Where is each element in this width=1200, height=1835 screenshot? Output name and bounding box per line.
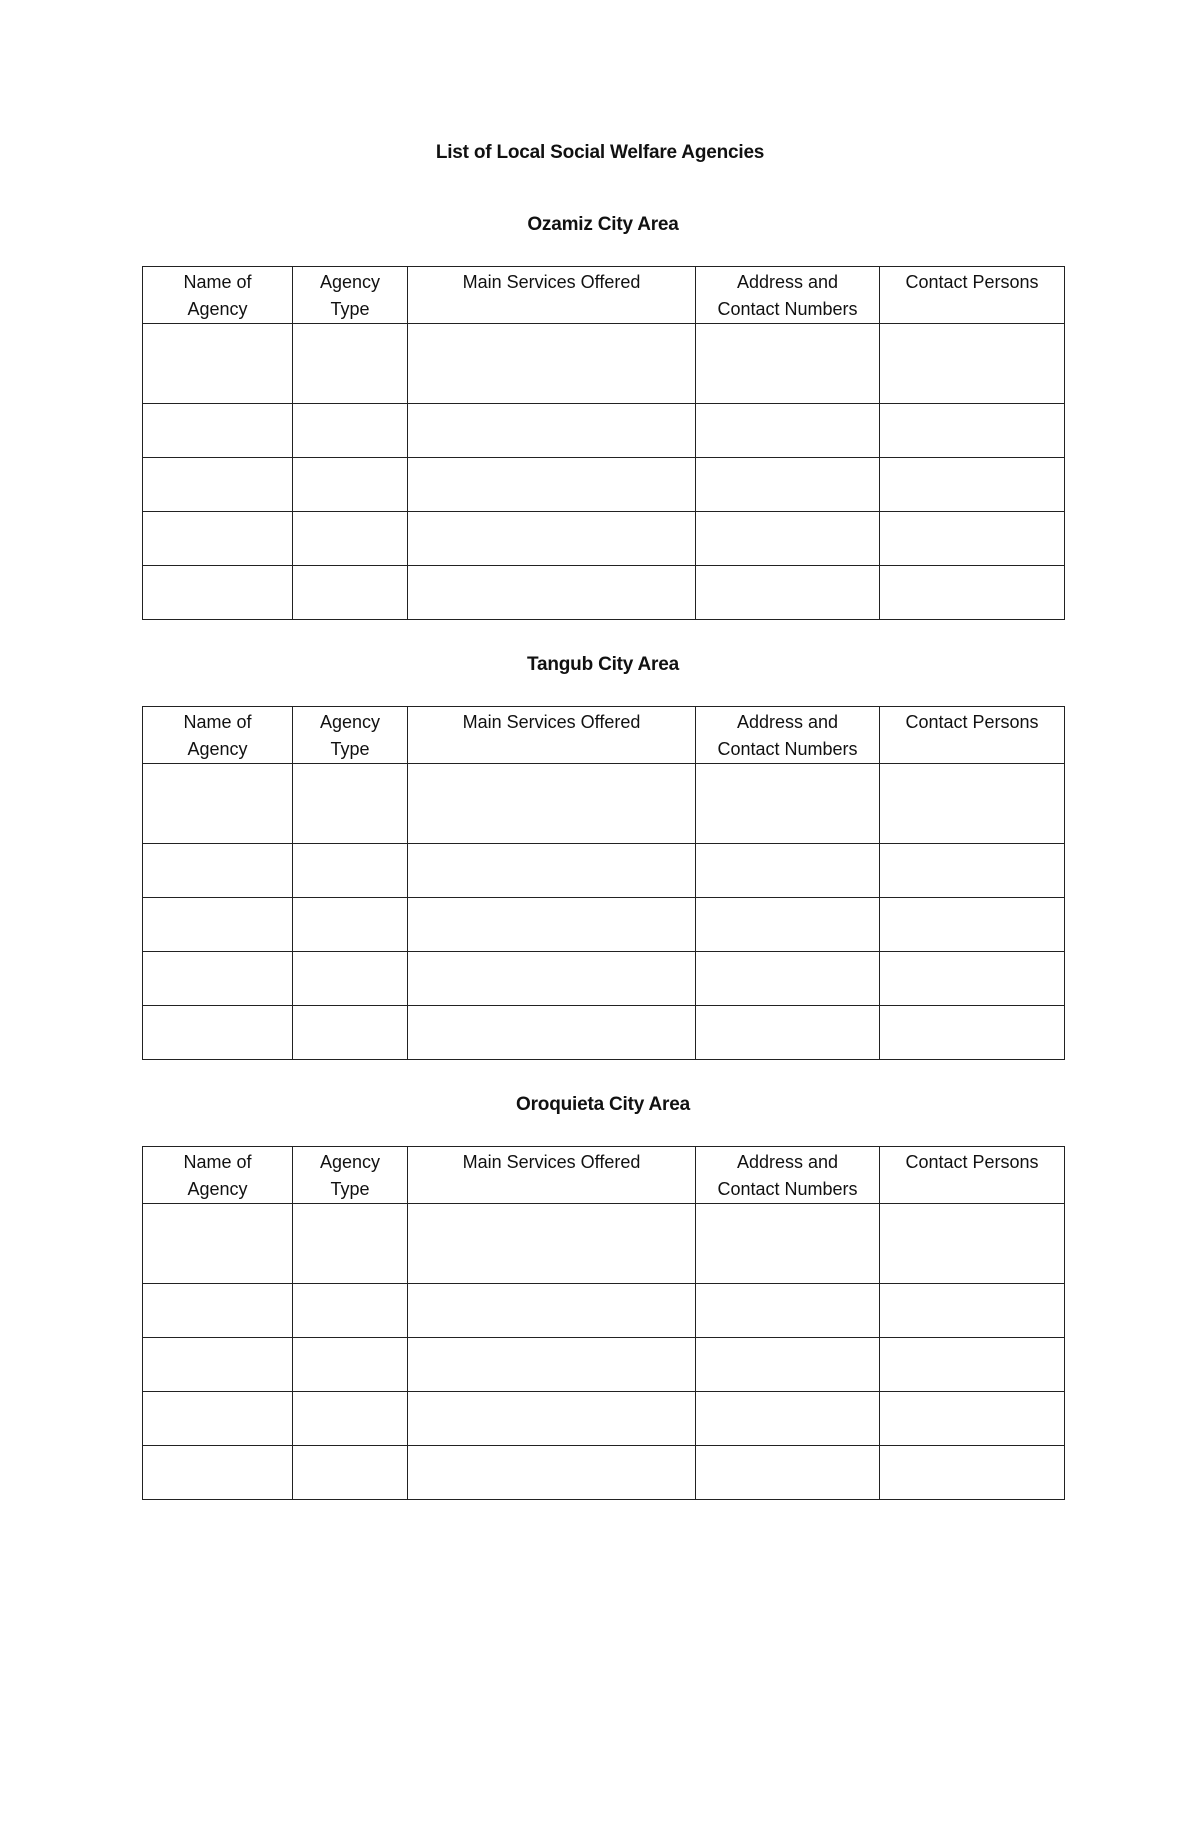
table-cell[interactable] [880, 458, 1065, 512]
page-title: List of Local Social Welfare Agencies [435, 142, 765, 163]
table-row [143, 404, 1065, 458]
table-cell[interactable] [408, 1338, 696, 1392]
table-cell[interactable] [696, 844, 880, 898]
table-cell[interactable] [696, 898, 880, 952]
table-cell[interactable] [408, 1204, 696, 1284]
table-cell[interactable] [880, 1446, 1065, 1500]
section-title: Oroquieta City Area [516, 1094, 690, 1115]
column-header-type: Agency Type [293, 267, 408, 324]
agency-table [142, 1146, 1065, 1500]
table-row [143, 458, 1065, 512]
column-header-type: Agency Type [293, 1147, 408, 1204]
table-cell[interactable] [293, 898, 408, 952]
table-cell[interactable] [143, 324, 293, 404]
column-header-services: Main Services Offered [408, 267, 696, 324]
table-cell[interactable] [293, 1006, 408, 1060]
table-cell[interactable] [143, 1284, 293, 1338]
section-title: Ozamiz City Area [527, 214, 679, 235]
table-cell[interactable] [408, 1284, 696, 1338]
table-cell[interactable] [880, 512, 1065, 566]
agency-table [142, 266, 1065, 620]
table-cell[interactable] [696, 764, 880, 844]
table-cell[interactable] [880, 844, 1065, 898]
table-cell[interactable] [408, 1446, 696, 1500]
table-row [143, 952, 1065, 1006]
table-header-row [143, 707, 1065, 764]
table-row [143, 1338, 1065, 1392]
table-cell[interactable] [143, 844, 293, 898]
column-header-contact: Contact Persons [880, 707, 1065, 764]
table-row [143, 898, 1065, 952]
table-row [143, 1446, 1065, 1500]
column-header-name: Name of Agency [143, 267, 293, 324]
column-header-contact: Contact Persons [880, 267, 1065, 324]
table-cell[interactable] [143, 1006, 293, 1060]
table-header-row [143, 267, 1065, 324]
table-cell[interactable] [293, 512, 408, 566]
table-cell[interactable] [408, 952, 696, 1006]
table-cell[interactable] [293, 1204, 408, 1284]
table-row [143, 1284, 1065, 1338]
table-cell[interactable] [696, 1284, 880, 1338]
table-row [143, 1392, 1065, 1446]
table-cell[interactable] [880, 1284, 1065, 1338]
table-cell[interactable] [880, 566, 1065, 620]
table-row [143, 512, 1065, 566]
table-cell[interactable] [880, 898, 1065, 952]
section-ozamiz [142, 212, 1064, 620]
table-cell[interactable] [293, 404, 408, 458]
column-header-services: Main Services Offered [408, 1147, 696, 1204]
column-header-name: Name of Agency [143, 1147, 293, 1204]
table-cell[interactable] [880, 764, 1065, 844]
table-cell[interactable] [408, 512, 696, 566]
table-cell[interactable] [293, 764, 408, 844]
agency-table [142, 706, 1065, 1060]
table-cell[interactable] [696, 1006, 880, 1060]
table-cell[interactable] [293, 324, 408, 404]
table-cell[interactable] [696, 952, 880, 1006]
table-cell[interactable] [293, 1338, 408, 1392]
table-cell[interactable] [880, 1006, 1065, 1060]
table-cell[interactable] [143, 458, 293, 512]
table-cell[interactable] [696, 1446, 880, 1500]
table-cell[interactable] [143, 898, 293, 952]
table-cell[interactable] [408, 566, 696, 620]
table-row [143, 844, 1065, 898]
table-cell[interactable] [143, 764, 293, 844]
section-oroquieta [142, 1092, 1064, 1500]
table-cell[interactable] [696, 566, 880, 620]
section-tangub [142, 652, 1064, 1060]
column-header-address: Address and Contact Numbers [696, 707, 880, 764]
column-header-name: Name of Agency [143, 707, 293, 764]
table-cell[interactable] [696, 1204, 880, 1284]
table-row [143, 1204, 1065, 1284]
table-cell[interactable] [408, 898, 696, 952]
column-header-type: Agency Type [293, 707, 408, 764]
table-cell[interactable] [696, 404, 880, 458]
table-cell[interactable] [408, 1392, 696, 1446]
table-cell[interactable] [696, 1338, 880, 1392]
table-cell[interactable] [696, 458, 880, 512]
table-cell[interactable] [880, 324, 1065, 404]
table-cell[interactable] [143, 1446, 293, 1500]
table-cell[interactable] [293, 1392, 408, 1446]
table-cell[interactable] [880, 1392, 1065, 1446]
table-cell[interactable] [293, 458, 408, 512]
table-cell[interactable] [696, 1392, 880, 1446]
table-row [143, 1006, 1065, 1060]
column-header-address: Address and Contact Numbers [696, 267, 880, 324]
table-cell[interactable] [880, 404, 1065, 458]
table-cell[interactable] [143, 566, 293, 620]
table-cell[interactable] [293, 844, 408, 898]
table-header-row [143, 1147, 1065, 1204]
table-cell[interactable] [143, 1392, 293, 1446]
table-row [143, 324, 1065, 404]
table-cell[interactable] [880, 1204, 1065, 1284]
table-cell[interactable] [408, 764, 696, 844]
table-row [143, 764, 1065, 844]
column-header-contact: Contact Persons [880, 1147, 1065, 1204]
section-title: Tangub City Area [527, 654, 679, 675]
table-cell[interactable] [293, 952, 408, 1006]
table-cell[interactable] [696, 324, 880, 404]
table-cell[interactable] [408, 404, 696, 458]
table-cell[interactable] [408, 844, 696, 898]
table-cell[interactable] [408, 324, 696, 404]
table-cell[interactable] [293, 1446, 408, 1500]
table-cell[interactable] [408, 458, 696, 512]
table-cell[interactable] [143, 952, 293, 1006]
table-cell[interactable] [880, 1338, 1065, 1392]
table-cell[interactable] [408, 1006, 696, 1060]
table-cell[interactable] [143, 1338, 293, 1392]
table-cell[interactable] [880, 952, 1065, 1006]
table-cell[interactable] [293, 566, 408, 620]
table-cell[interactable] [293, 1284, 408, 1338]
table-cell[interactable] [143, 404, 293, 458]
column-header-address: Address and Contact Numbers [696, 1147, 880, 1204]
column-header-services: Main Services Offered [408, 707, 696, 764]
table-cell[interactable] [143, 512, 293, 566]
table-cell[interactable] [143, 1204, 293, 1284]
table-row [143, 566, 1065, 620]
table-cell[interactable] [696, 512, 880, 566]
